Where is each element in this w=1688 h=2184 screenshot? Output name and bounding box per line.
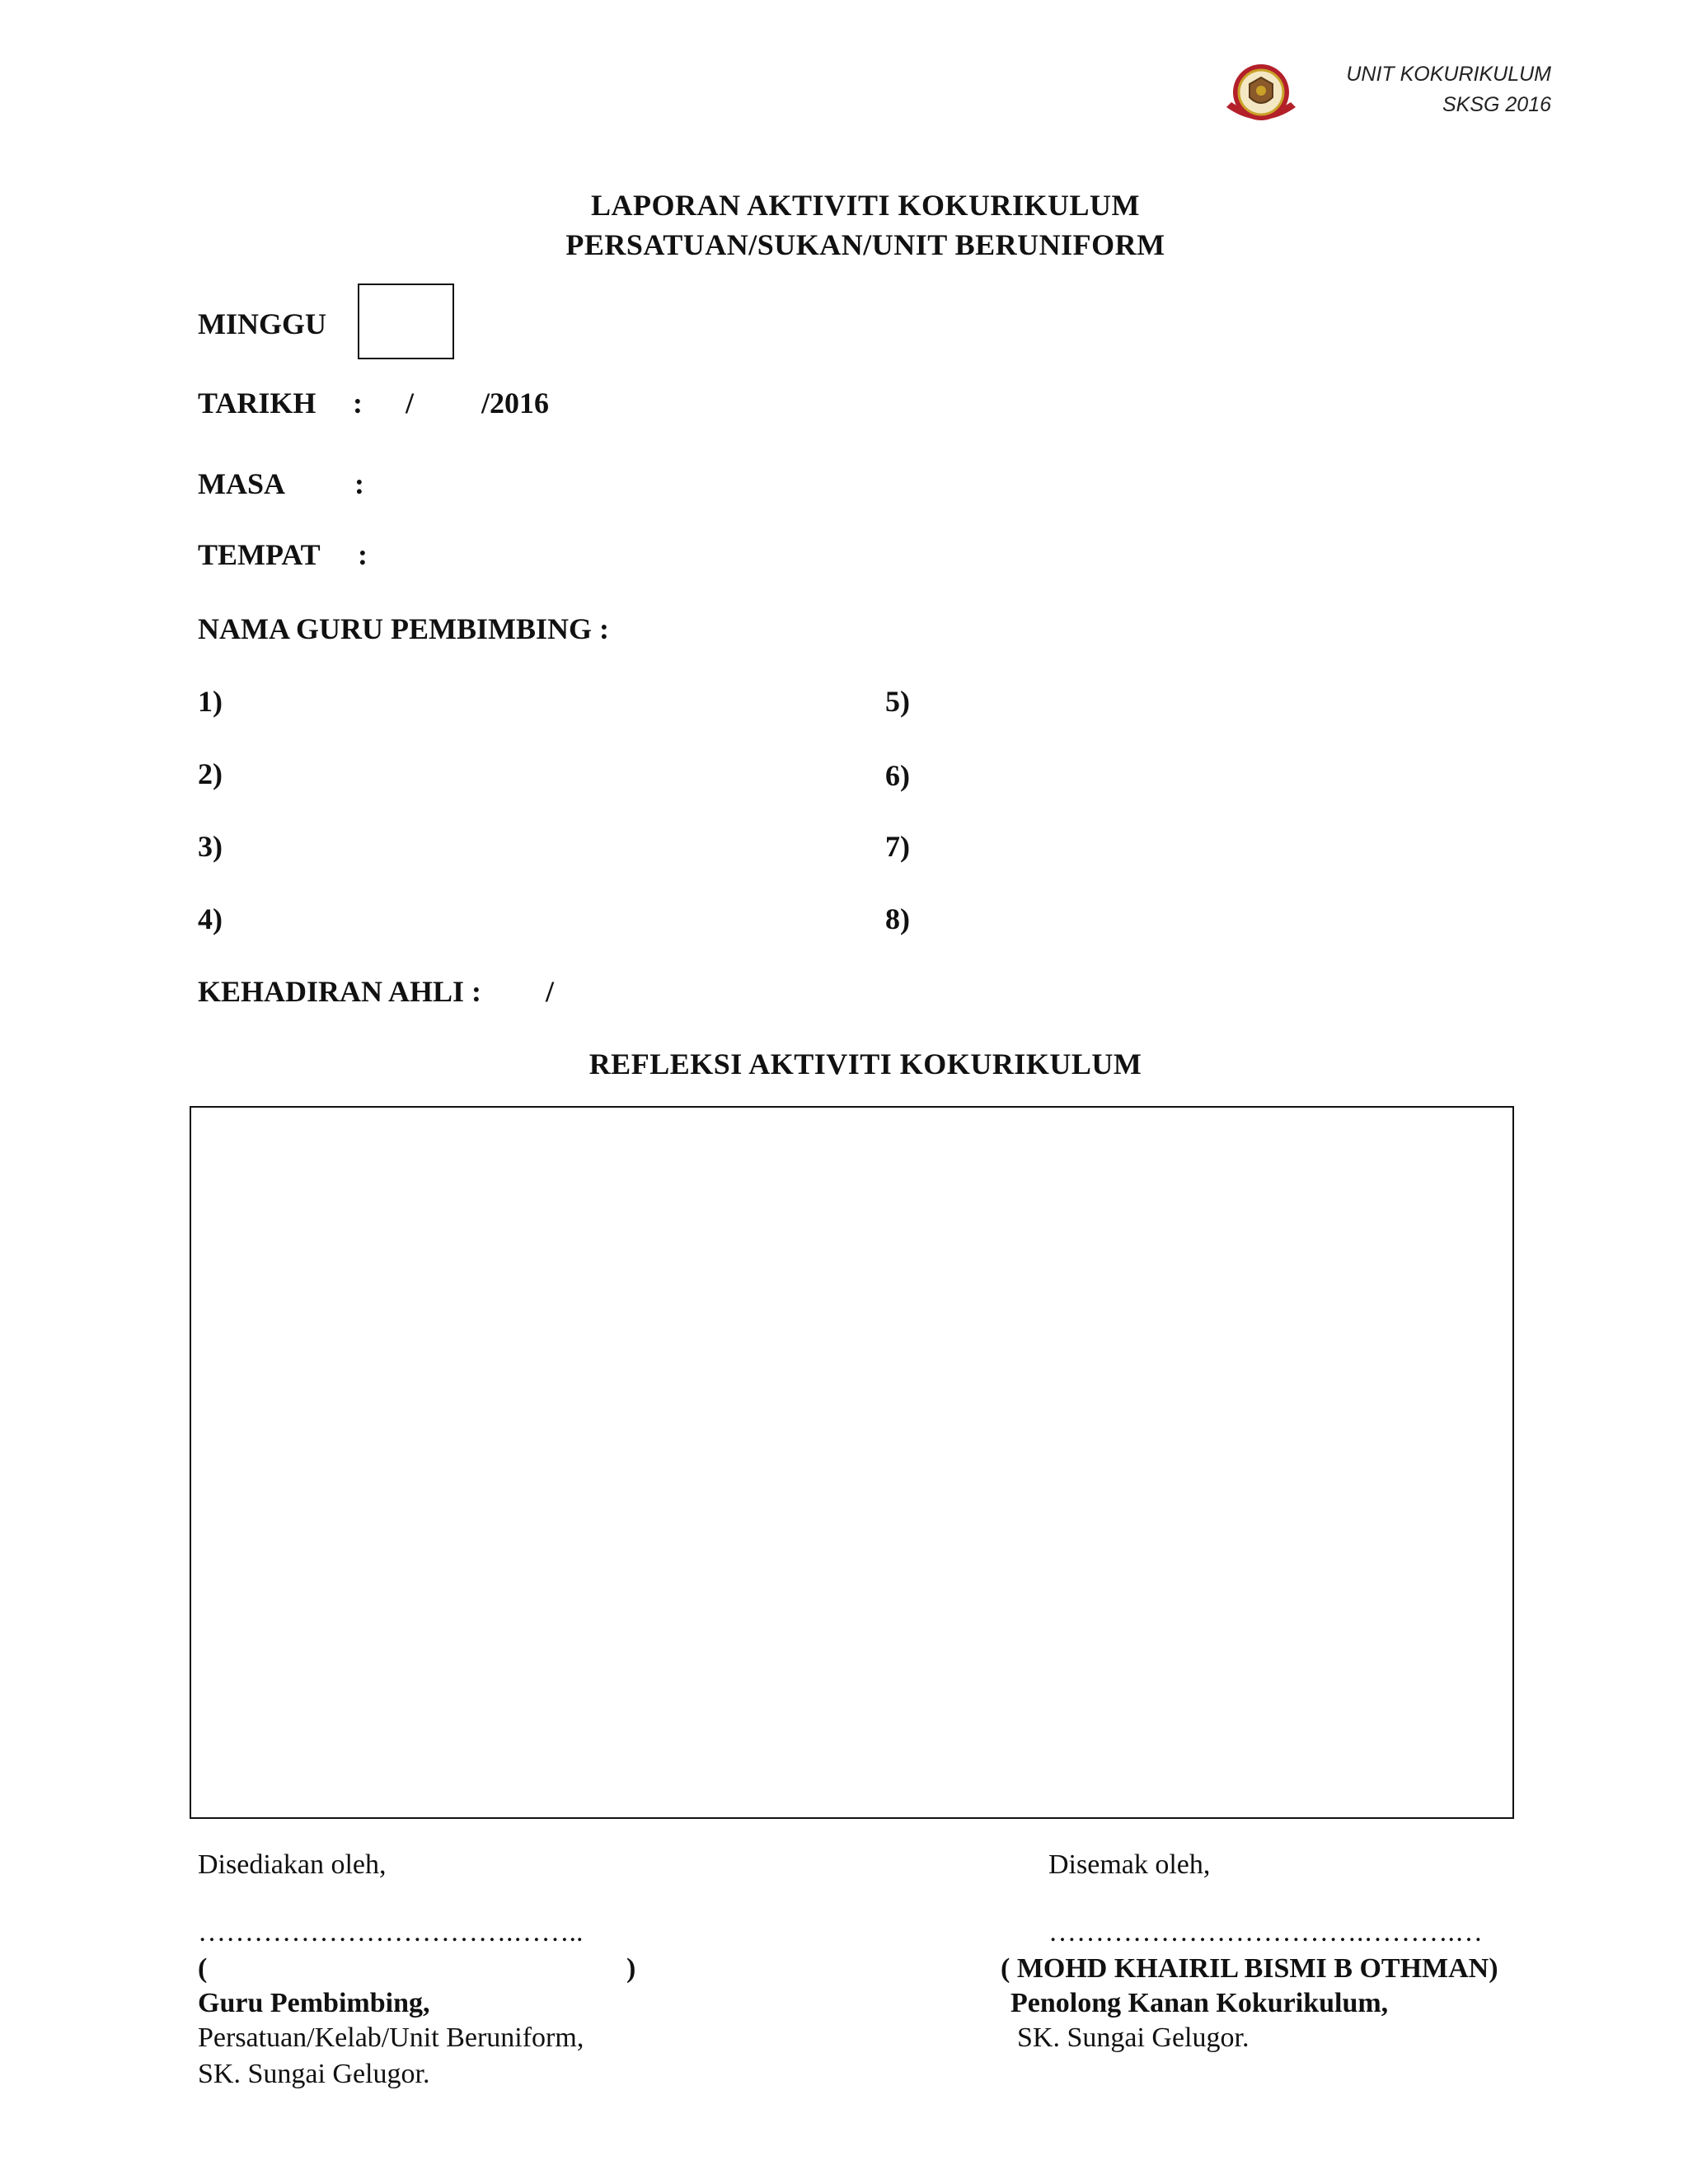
- guru-number-6: 6): [885, 759, 910, 792]
- masa-colon: :: [354, 467, 364, 500]
- tarikh-slash: /: [406, 387, 415, 419]
- tempat-colon: :: [358, 538, 368, 571]
- header-school-year: SKSG 2016: [1442, 93, 1551, 116]
- nama-guru-label: NAMA GURU PEMBIMBING :: [198, 612, 609, 645]
- prepared-by-open-paren: (: [198, 1953, 208, 1984]
- checked-by-label: Disemak oleh,: [1048, 1849, 1211, 1880]
- prepared-by-label: Disediakan oleh,: [198, 1849, 387, 1880]
- guru-number-5: 5): [885, 685, 910, 718]
- prepared-by-org: Persatuan/Kelab/Unit Beruniform,: [198, 2022, 584, 2053]
- tempat-label: TEMPAT: [198, 538, 321, 571]
- tarikh-label: TARIKH: [198, 387, 316, 419]
- checked-by-name: ( MOHD KHAIRIL BISMI B OTHMAN): [1001, 1953, 1498, 1984]
- prepared-by-close-paren: ): [626, 1953, 636, 1984]
- refleksi-textbox[interactable]: [190, 1106, 1514, 1819]
- guru-number-7: 7): [885, 830, 910, 863]
- minggu-input-box[interactable]: [358, 284, 454, 359]
- page-title: LAPORAN AKTIVITI KOKURIKULUM: [590, 189, 1141, 222]
- guru-number-4: 4): [198, 902, 223, 935]
- tarikh-year: /2016: [481, 387, 550, 419]
- page-subtitle: PERSATUAN/SUKAN/UNIT BERUNIFORM: [565, 228, 1165, 261]
- checked-by-role: Penolong Kanan Kokurikulum,: [1010, 1988, 1389, 2018]
- guru-number-3: 3): [198, 830, 223, 863]
- guru-number-1: 1): [198, 685, 223, 718]
- masa-label: MASA: [198, 467, 285, 500]
- prepared-by-dotted-line: …………………………….……..: [198, 1917, 584, 1947]
- refleksi-title: REFLEKSI AKTIVITI KOKURIKULUM: [588, 1047, 1142, 1080]
- kehadiran-label: KEHADIRAN AHLI :: [198, 975, 482, 1008]
- guru-number-8: 8): [885, 902, 910, 935]
- tarikh-colon: :: [353, 387, 363, 419]
- guru-number-2: 2): [198, 757, 223, 790]
- school-crest-icon: [1221, 59, 1301, 134]
- checked-by-school: SK. Sungai Gelugor.: [1017, 2022, 1250, 2053]
- prepared-by-school: SK. Sungai Gelugor.: [198, 2059, 430, 2089]
- minggu-label: MINGGU: [198, 307, 326, 340]
- header-unit: UNIT KOKURIKULUM: [1346, 63, 1551, 86]
- kehadiran-slash: /: [546, 975, 555, 1008]
- prepared-by-role: Guru Pembimbing,: [198, 1988, 430, 2018]
- checked-by-dotted-line: …………………………….……….…: [1048, 1917, 1483, 1947]
